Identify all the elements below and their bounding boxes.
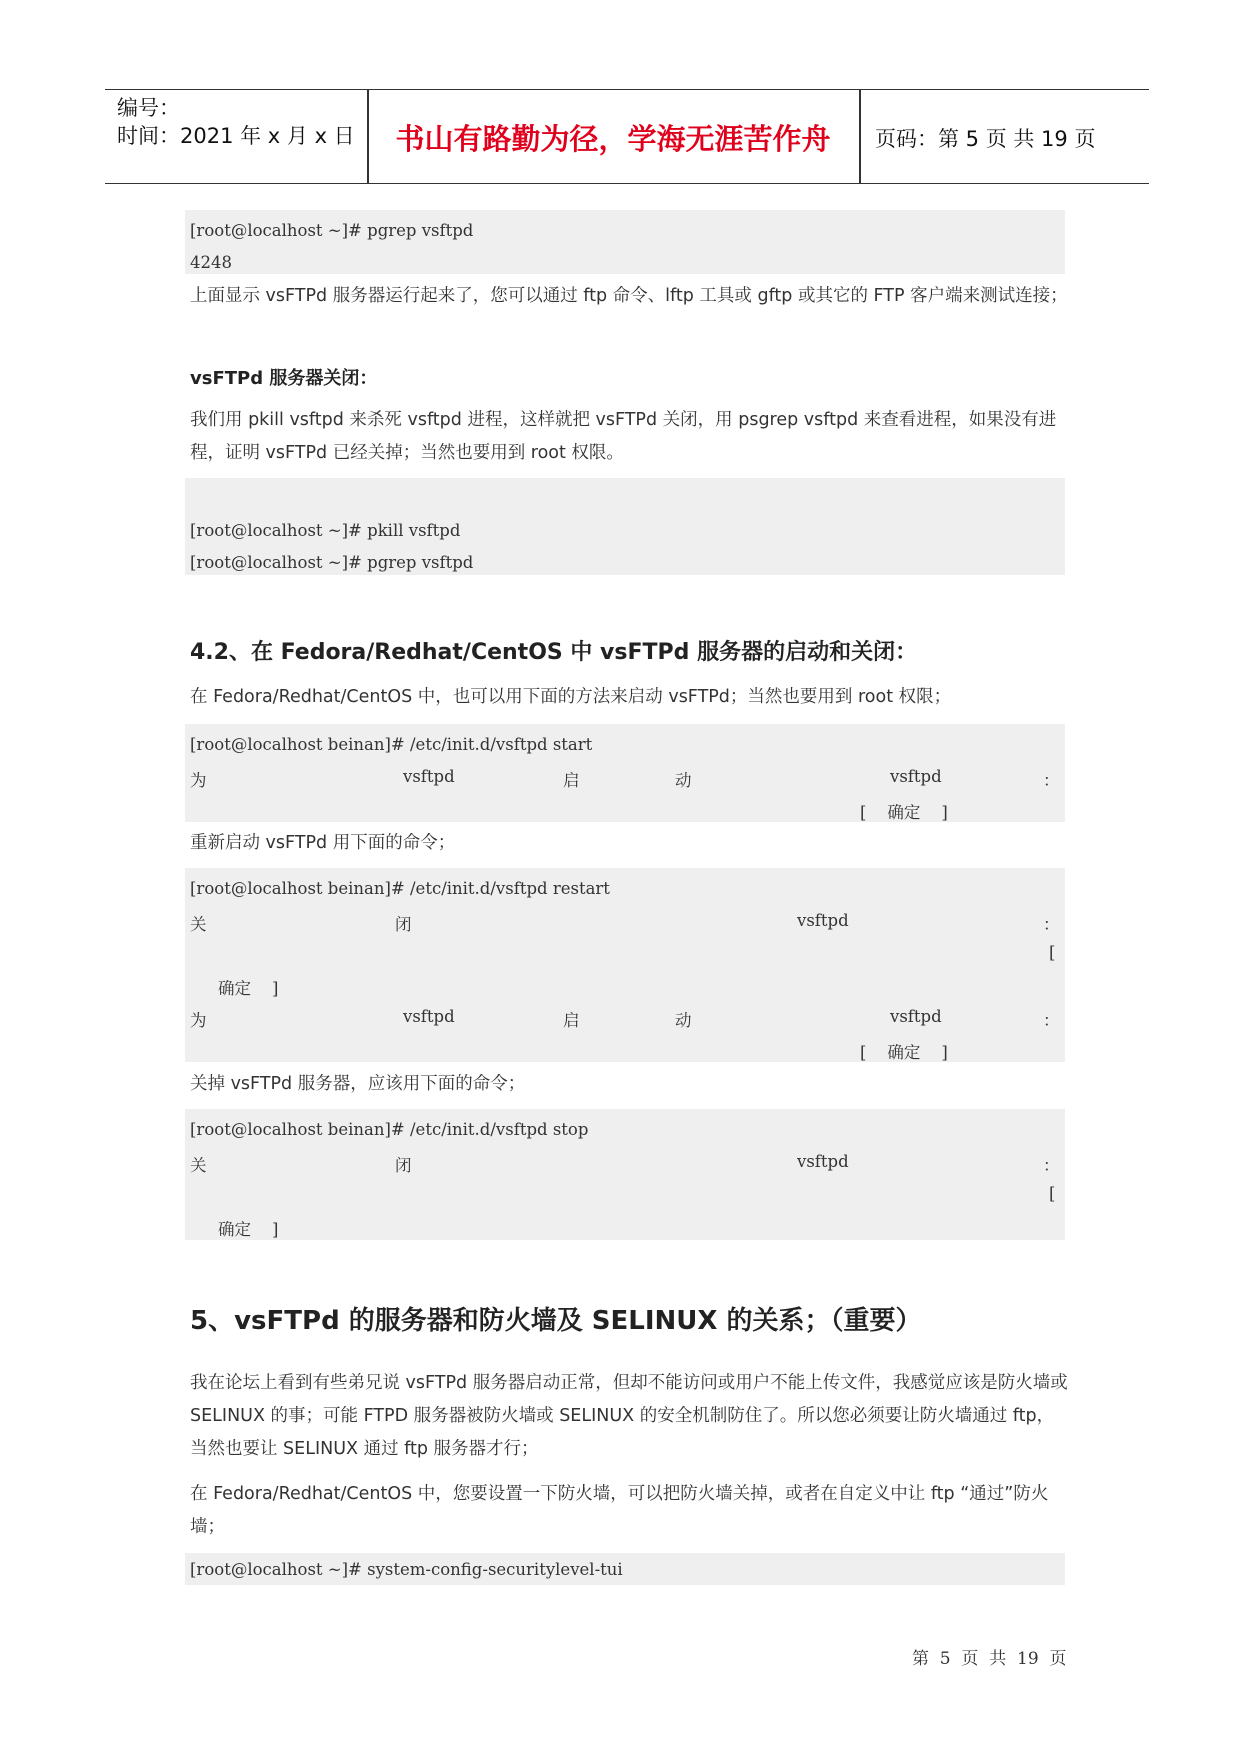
page-footer: 第 5 页 共 19 页 [912, 1649, 1067, 1669]
code-line: [root@localhost ~]# pgrep vsftpd [190, 221, 474, 240]
code-block-securitylevel [185, 1553, 1065, 1585]
code-line: [root@localhost beinan]# /etc/init.d/vsftpd restart [190, 879, 610, 898]
paragraph-firewall: 我在论坛上看到有些弟兄说 vsFTPd 服务器启动正常，但却不能访问或用户不能上传文件，我感觉应该是防火墙或 SELINUX 的事；可能 FTPD 服务器被防火墙或 SELINUX 的安全机制防住了。所以您必须要让防火墙通过 ftp，当然也要让 SELINUX 通过 ftp 服务器才行； [190, 1373, 1068, 1459]
code-word: 启 [563, 1011, 580, 1030]
code-word: ： [1043, 771, 1060, 790]
code-line: [root@localhost ~]# pkill vsftpd [190, 521, 461, 540]
header-page-number: 页码：第 5 页 共 19 页 [875, 127, 1096, 151]
code-word: vsftpd [403, 767, 455, 786]
page-header [105, 89, 1149, 184]
code-line: [root@localhost beinan]# /etc/init.d/vsftpd stop [190, 1120, 589, 1139]
code-line: [root@localhost ~]# pgrep vsftpd [190, 553, 474, 572]
code-word: vsftpd [890, 1007, 942, 1026]
paragraph-start-intro: 在 Fedora/Redhat/CentOS 中，也可以用下面的方法来启动 vsFTPd；当然也要用到 root 权限； [190, 687, 952, 707]
code-line: [root@localhost ~]# system-config-securitylevel-tui [190, 1560, 623, 1579]
header-number: 编号： [117, 96, 180, 120]
section-heading-4-2: 4.2、在 Fedora/Redhat/CentOS 中 vsFTPd 服务器的启动和关闭： [190, 640, 918, 665]
header-motto: 书山有路勤为径，学海无涯苦作舟 [395, 122, 831, 156]
paragraph-firewall-setup: 在 Fedora/Redhat/CentOS 中，您要设置一下防火墙，可以把防火墙关掉，或者在自定义中让 ftp “通过”防火墙； [190, 1484, 1049, 1537]
code-word: vsftpd [797, 1152, 849, 1171]
code-word: vsftpd [890, 767, 942, 786]
code-block-restart [185, 868, 1065, 1062]
paragraph-pkill: 我们用 pkill vsftpd 来杀死 vsftpd 进程，这样就把 vsFTPd 关闭，用 psgrep vsftpd 来查看进程，如果没有进程，证明 vsFTPd 已经关掉；当然也要用到 root 权限。 [190, 410, 1057, 463]
code-block-pkill [185, 478, 1065, 575]
code-word: ： [1043, 915, 1060, 934]
code-block-stop [185, 1109, 1065, 1240]
code-word: [ [1049, 943, 1056, 962]
code-word: 为 [190, 771, 207, 790]
section-heading-5: 5、vsFTPd 的服务器和防火墙及 SELINUX 的关系；（重要） [190, 1306, 922, 1336]
code-word: vsftpd [797, 911, 849, 930]
code-word: 关 [190, 1156, 207, 1175]
code-block-start [185, 724, 1065, 822]
code-status-ok: 确定 ] [218, 1220, 279, 1239]
code-word: vsftpd [403, 1007, 455, 1026]
header-meta [117, 94, 355, 150]
code-status-ok: [ 确定 ] [860, 803, 948, 822]
code-block-pgrep [185, 210, 1065, 274]
paragraph-stop-intro: 关掉 vsFTPd 服务器，应该用下面的命令； [190, 1074, 526, 1094]
code-word: 为 [190, 1011, 207, 1030]
paragraph-restart-intro: 重新启动 vsFTPd 用下面的命令； [190, 833, 456, 853]
code-word: 关 [190, 915, 207, 934]
code-status-ok: [ 确定 ] [860, 1043, 948, 1062]
code-word: 闭 [395, 915, 412, 934]
code-line: 4248 [190, 253, 232, 272]
header-time: 时间：2021 年 x 月 x 日 [117, 124, 355, 148]
code-status-ok: 确定 ] [218, 979, 279, 998]
code-line: [root@localhost beinan]# /etc/init.d/vsftpd start [190, 735, 593, 754]
header-divider-right [859, 90, 861, 183]
code-word: 闭 [395, 1156, 412, 1175]
subheading-close: vsFTPd 服务器关闭： [190, 368, 378, 389]
code-word: [ [1049, 1184, 1056, 1203]
code-word: 动 [675, 771, 692, 790]
code-word: 动 [675, 1011, 692, 1030]
code-word: ： [1043, 1011, 1060, 1030]
code-word: 启 [563, 771, 580, 790]
code-word: ： [1043, 1156, 1060, 1175]
paragraph-running: 上面显示 vsFTPd 服务器运行起来了，您可以通过 ftp 命令、lftp 工具或 gftp 或其它的 FTP 客户端来测试连接； [190, 286, 1068, 306]
